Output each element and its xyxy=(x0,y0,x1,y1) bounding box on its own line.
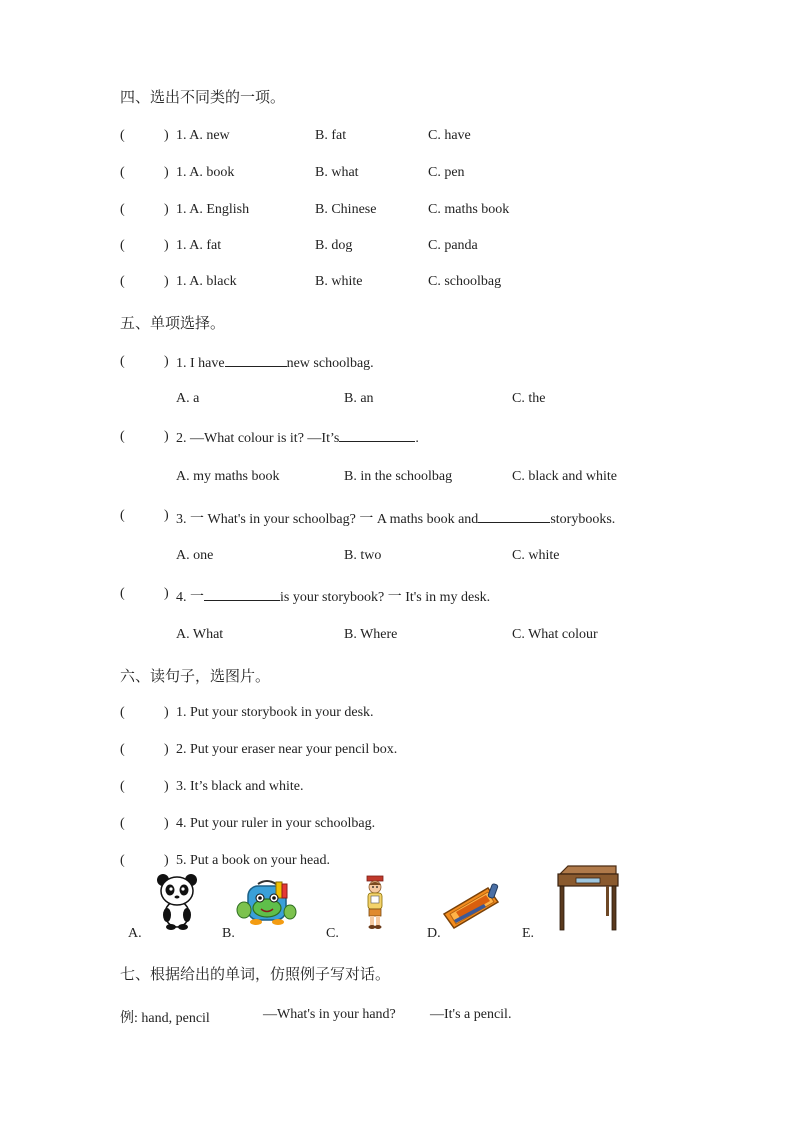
option-c: C. maths book xyxy=(428,202,510,217)
option-a: 1. A. black xyxy=(176,274,237,289)
paren-open: ( xyxy=(120,742,125,757)
paren-close: ) xyxy=(164,816,169,831)
example-answer: —It's a pencil. xyxy=(430,1007,512,1022)
question-text xyxy=(176,354,374,372)
option-a: A. a xyxy=(176,391,200,406)
option-a: 1. A. English xyxy=(176,202,250,217)
paren-close: ) xyxy=(164,429,169,444)
question-stem-end: new schoolbag. xyxy=(286,356,374,371)
picture-label-d: D. xyxy=(427,926,441,941)
question-text xyxy=(176,508,615,528)
answer-blank xyxy=(478,510,550,523)
option-c: C. have xyxy=(428,128,471,143)
option-b: B. Where xyxy=(344,627,398,642)
question-stem-end: . xyxy=(415,431,419,446)
option-b: B. an xyxy=(344,391,374,406)
option-c: C. What colour xyxy=(512,627,598,642)
paren-open: ( xyxy=(120,354,125,369)
answer-blank xyxy=(339,429,415,442)
paren-open: ( xyxy=(120,779,125,794)
sentence: 5. Put a book on your head. xyxy=(176,853,330,868)
option-b: B. Chinese xyxy=(315,202,377,217)
option-a: 1. A. book xyxy=(176,165,235,180)
desk-picture xyxy=(556,864,620,932)
section-6-heading: 六、读句子，选图片。 xyxy=(120,667,271,685)
paren-close: ) xyxy=(164,742,169,757)
sentence: 3. It’s black and white. xyxy=(176,779,304,794)
option-a: 1. A. fat xyxy=(176,238,222,253)
option-b: B. dog xyxy=(315,238,353,253)
example-question: —What's in your hand? xyxy=(263,1007,396,1022)
paren-close: ) xyxy=(164,165,169,180)
option-b: B. fat xyxy=(315,128,347,143)
paren-open: ( xyxy=(120,508,125,523)
option-a: A. What xyxy=(176,627,224,642)
question-stem-end: storybooks. xyxy=(550,512,616,527)
question-stem: 1. I have xyxy=(176,356,225,371)
option-c: C. panda xyxy=(428,238,478,253)
paren-open: ( xyxy=(120,274,125,289)
option-c: C. the xyxy=(512,391,546,406)
picture-label-c: C. xyxy=(326,926,339,941)
paren-close: ) xyxy=(164,238,169,253)
picture-label-a: A. xyxy=(128,926,142,941)
option-a: A. one xyxy=(176,548,214,563)
panda-picture xyxy=(154,874,200,930)
option-a: 1. A. new xyxy=(176,128,230,143)
paren-open: ( xyxy=(120,429,125,444)
section-7-heading: 七、根据给出的单词，仿照例子写对话。 xyxy=(120,965,391,983)
paren-close: ) xyxy=(164,202,169,217)
answer-blank xyxy=(204,588,280,601)
option-c: C. black and white xyxy=(512,469,617,484)
paren-open: ( xyxy=(120,586,125,601)
paren-close: ) xyxy=(164,508,169,523)
child-book-on-head-picture xyxy=(360,874,390,930)
option-b: B. in the schoolbag xyxy=(344,469,453,484)
paren-open: ( xyxy=(120,705,125,720)
option-c: C. white xyxy=(512,548,560,563)
sentence: 4. Put your ruler in your schoolbag. xyxy=(176,816,376,831)
paren-close: ) xyxy=(164,705,169,720)
question-text xyxy=(176,586,490,606)
option-a: A. my maths book xyxy=(176,469,280,484)
picture-label-b: B. xyxy=(222,926,235,941)
sentence: 1. Put your storybook in your desk. xyxy=(176,705,374,720)
section-4-heading: 四、选出不同类的一项。 xyxy=(120,88,286,106)
paren-close: ) xyxy=(164,274,169,289)
paren-close: ) xyxy=(164,853,169,868)
option-c: C. pen xyxy=(428,165,465,180)
question-stem: 4. 一 xyxy=(176,590,204,605)
paren-close: ) xyxy=(164,586,169,601)
option-b: B. two xyxy=(344,548,382,563)
section-5-heading: 五、单项选择。 xyxy=(120,314,226,332)
option-b: B. white xyxy=(315,274,363,289)
paren-open: ( xyxy=(120,816,125,831)
paren-open: ( xyxy=(120,238,125,253)
option-c: C. schoolbag xyxy=(428,274,502,289)
question-stem: 2. —What colour is it? —It’s xyxy=(176,431,340,446)
paren-open: ( xyxy=(120,128,125,143)
answer-blank xyxy=(225,354,287,367)
example-label: 例: hand, pencil xyxy=(120,1011,210,1026)
sentence: 2. Put your eraser near your pencil box. xyxy=(176,742,398,757)
option-b: B. what xyxy=(315,165,359,180)
paren-close: ) xyxy=(164,128,169,143)
question-stem: 3. 一 What's in your schoolbag? 一 A maths book and xyxy=(176,512,479,527)
question-text xyxy=(176,429,419,447)
schoolbag-picture xyxy=(236,878,298,926)
paren-open: ( xyxy=(120,853,125,868)
paren-open: ( xyxy=(120,165,125,180)
paren-open: ( xyxy=(120,202,125,217)
paren-close: ) xyxy=(164,779,169,794)
pencil-box-picture xyxy=(440,880,506,930)
paren-close: ) xyxy=(164,354,169,369)
question-stem-end: is your storybook? 一 It's in my desk. xyxy=(280,590,491,605)
picture-label-e: E. xyxy=(522,926,535,941)
